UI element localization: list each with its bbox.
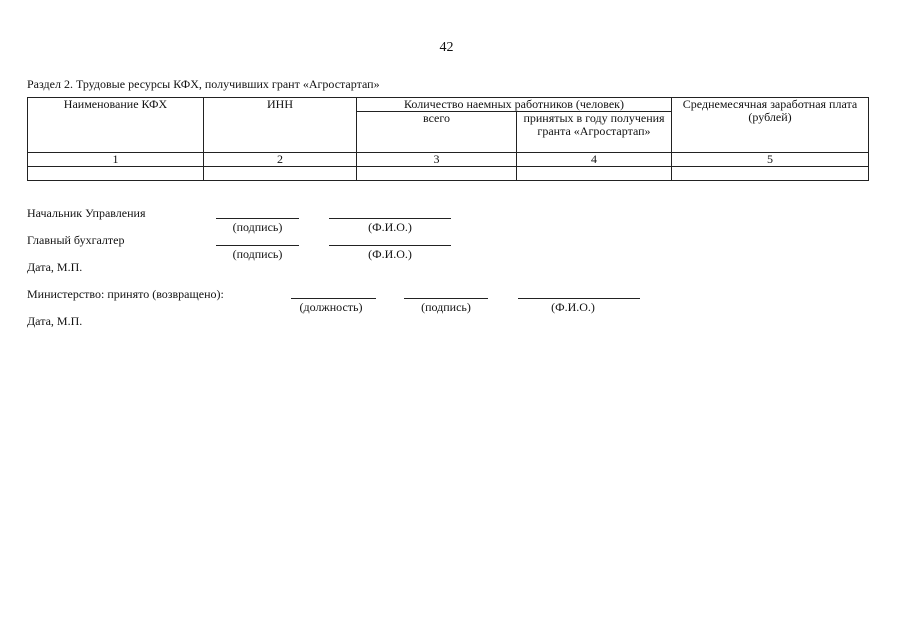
column-number-cell: 3 <box>357 153 517 167</box>
date-label: Дата, М.П. <box>27 260 83 274</box>
ministry-fio-caption: (Ф.И.О.) <box>551 300 595 314</box>
header-cell-inn: ИНН <box>204 98 357 153</box>
ministry-position-caption: (должность) <box>299 300 363 314</box>
head-fio-line <box>329 218 451 219</box>
table-column-numbers-row <box>28 153 869 167</box>
table-cell <box>28 167 204 181</box>
column-number-cell: 4 <box>517 153 672 167</box>
accountant-fio-line <box>329 245 451 246</box>
labor-resources-table <box>27 97 869 181</box>
header-cell-workers-group: Количество наемных работников (человек) <box>357 98 672 112</box>
page-number: 42 <box>439 40 454 55</box>
header-cell-name: Наименование КФХ <box>28 98 204 153</box>
accountant-signature-line <box>216 245 299 246</box>
accountant-label: Главный бухгалтер <box>27 233 125 247</box>
ministry-date-label: Дата, М.П. <box>27 314 83 328</box>
ministry-position-line <box>291 298 376 299</box>
accountant-fio-caption: (Ф.И.О.) <box>368 247 412 261</box>
ministry-signature-caption: (подпись) <box>421 300 471 314</box>
head-label: Начальник Управления <box>27 206 146 220</box>
column-number-cell: 5 <box>672 153 869 167</box>
table-cell <box>672 167 869 181</box>
column-number-cell: 2 <box>204 153 357 167</box>
table-cell <box>357 167 517 181</box>
ministry-signature-line <box>404 298 488 299</box>
header-cell-salary: Среднемесячная заработная плата (рублей) <box>672 98 869 153</box>
head-fio-caption: (Ф.И.О.) <box>368 220 412 234</box>
header-cell-workers-hired: принятых в году получения гранта «Агростартап» <box>517 112 672 153</box>
head-signature-caption: (подпись) <box>232 220 283 234</box>
table-cell <box>517 167 672 181</box>
section-title: Раздел 2. Трудовые ресурсы КФХ, получивших грант «Агростартап» <box>27 77 380 91</box>
table-row <box>28 167 869 181</box>
column-number-cell: 1 <box>28 153 204 167</box>
header-cell-workers-total: всего <box>357 112 517 153</box>
table-cell <box>204 167 357 181</box>
ministry-label: Министерство: принято (возвращено): <box>27 287 224 301</box>
table-header-row <box>28 98 869 112</box>
head-signature-line <box>216 218 299 219</box>
ministry-fio-line <box>518 298 640 299</box>
accountant-signature-caption: (подпись) <box>232 247 283 261</box>
